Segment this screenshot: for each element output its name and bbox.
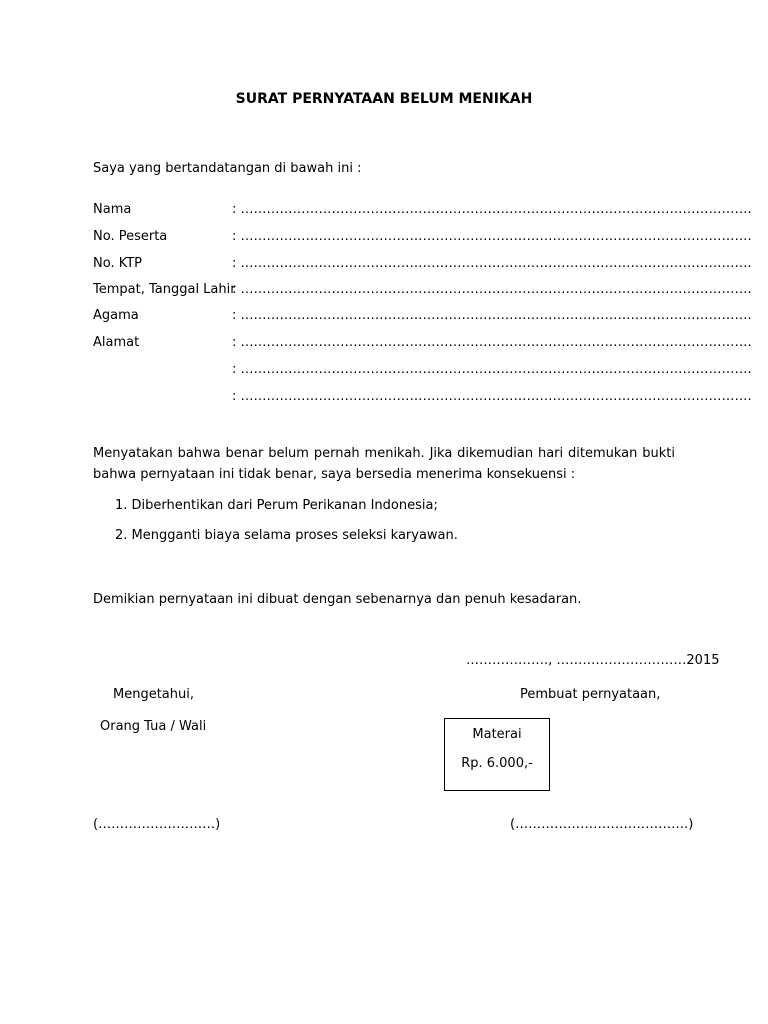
field-label-alamat: Alamat: [93, 335, 140, 350]
field-label-no-peserta: No. Peserta: [93, 229, 168, 244]
right-heading: Pembuat pernyataan,: [520, 687, 661, 702]
stamp-value: Rp. 6.000,-: [461, 756, 533, 771]
left-heading: Mengetahui,: [113, 687, 194, 702]
left-role: Orang Tua / Wali: [100, 719, 207, 734]
field-value-no-peserta: : ……………………………………………………………………………………………………….: [232, 229, 752, 244]
right-signature-line: (………………………………….): [510, 817, 694, 832]
left-signature-line: (………………………): [93, 817, 221, 832]
field-value-agama: : ……………………………………………………………………………………………………….: [232, 308, 752, 323]
list-item: 1. Diberhentikan dari Perum Perikanan Indonesia;: [115, 498, 438, 513]
field-value-nama: : ……………………………………………………………………………………………………….: [232, 202, 752, 217]
field-label-no-ktp: No. KTP: [93, 256, 143, 271]
field-value-alamat-3: : ……………………………………………………………………………………………………….: [232, 389, 752, 404]
statement-paragraph: Menyatakan bahwa benar belum pernah menikah. Jika dikemudian hari ditemukan bukti bahwa pernyataan ini tidak benar, saya bersedia menerima konsekuensi :: [93, 446, 675, 482]
list-item: 2. Mengganti biaya selama proses seleksi karyawan.: [115, 528, 458, 543]
document-title: SURAT PERNYATAAN BELUM MENIKAH: [235, 91, 533, 107]
stamp-box: [444, 718, 550, 791]
date-line: ………………., …………………………2015: [466, 653, 720, 668]
closing-text: Demikian pernyataan ini dibuat dengan sebenarnya dan penuh kesadaran.: [93, 592, 582, 607]
field-label-tempat-tanggal-lahir: Tempat, Tanggal Lahir: [93, 282, 236, 297]
field-label-agama: Agama: [93, 308, 139, 323]
field-value-tempat-tanggal-lahir: : ……………………………………………………………………………………………………….: [232, 282, 752, 297]
field-value-alamat-2: : ……………………………………………………………………………………………………….: [232, 362, 752, 377]
stamp-label: Materai: [472, 727, 522, 742]
intro-text: Saya yang bertandatangan di bawah ini :: [93, 161, 362, 176]
field-label-nama: Nama: [93, 202, 132, 217]
field-value-no-ktp: : ……………………………………………………………………………………………………….: [232, 256, 752, 271]
field-value-alamat-1: : ……………………………………………………………………………………………………….: [232, 335, 752, 350]
